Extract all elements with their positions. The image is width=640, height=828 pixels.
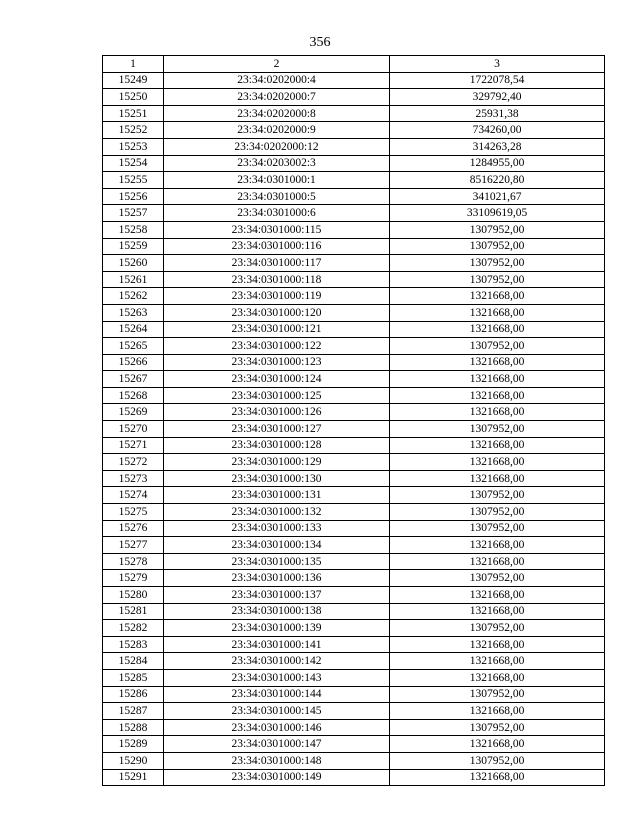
- header-col-1: 1: [103, 56, 164, 73]
- table-row: [103, 703, 605, 720]
- cadastral-number-cell: 23:34:0301000:123: [164, 354, 390, 371]
- table-row: [103, 470, 605, 487]
- table-row: [103, 719, 605, 736]
- table-row: [103, 520, 605, 537]
- value-cell: 1321668,00: [390, 321, 605, 338]
- value-cell: 1321668,00: [390, 437, 605, 454]
- table-row: [103, 537, 605, 554]
- table-row: [103, 321, 605, 338]
- table-row: [103, 504, 605, 521]
- table-row: [103, 437, 605, 454]
- value-cell: 1321668,00: [390, 603, 605, 620]
- cadastral-number-cell: 23:34:0301000:5: [164, 188, 390, 205]
- row-number-cell: 15279: [103, 570, 164, 587]
- row-number-cell: 15252: [103, 122, 164, 139]
- table-row: [103, 371, 605, 388]
- row-number-cell: 15289: [103, 736, 164, 753]
- table-row: [103, 769, 605, 786]
- row-number-cell: 15260: [103, 255, 164, 272]
- value-cell: 1321668,00: [390, 304, 605, 321]
- row-number-cell: 15268: [103, 387, 164, 404]
- value-cell: 1321668,00: [390, 387, 605, 404]
- cadastral-number-cell: 23:34:0301000:137: [164, 587, 390, 604]
- table-row: [103, 686, 605, 703]
- value-cell: 1307952,00: [390, 620, 605, 637]
- table-row: [103, 387, 605, 404]
- table-row: [103, 338, 605, 355]
- row-number-cell: 15276: [103, 520, 164, 537]
- row-number-cell: 15273: [103, 470, 164, 487]
- value-cell: 1307952,00: [390, 570, 605, 587]
- cadastral-number-cell: 23:34:0301000:149: [164, 769, 390, 786]
- row-number-cell: 15262: [103, 288, 164, 305]
- cadastral-number-cell: 23:34:0202000:8: [164, 105, 390, 122]
- cadastral-number-cell: 23:34:0301000:142: [164, 653, 390, 670]
- cadastral-number-cell: 23:34:0301000:121: [164, 321, 390, 338]
- table-row: [103, 354, 605, 371]
- row-number-cell: 15271: [103, 437, 164, 454]
- cadastral-number-cell: 23:34:0301000:143: [164, 669, 390, 686]
- table-row: [103, 404, 605, 421]
- table-header-row: [103, 56, 605, 73]
- value-cell: 1321668,00: [390, 669, 605, 686]
- cadastral-number-cell: 23:34:0202000:9: [164, 122, 390, 139]
- row-number-cell: 15267: [103, 371, 164, 388]
- value-cell: 1307952,00: [390, 421, 605, 438]
- row-number-cell: 15286: [103, 686, 164, 703]
- row-number-cell: 15290: [103, 752, 164, 769]
- cadastral-number-cell: 23:34:0301000:131: [164, 487, 390, 504]
- value-cell: 1307952,00: [390, 752, 605, 769]
- value-cell: 1307952,00: [390, 255, 605, 272]
- cadastral-number-cell: 23:34:0301000:6: [164, 205, 390, 222]
- cadastral-number-cell: 23:34:0301000:116: [164, 238, 390, 255]
- row-number-cell: 15253: [103, 138, 164, 155]
- cadastral-number-cell: 23:34:0301000:136: [164, 570, 390, 587]
- cadastral-number-cell: 23:34:0301000:130: [164, 470, 390, 487]
- table-row: [103, 122, 605, 139]
- table-row: [103, 553, 605, 570]
- value-cell: 341021,67: [390, 188, 605, 205]
- cadastral-number-cell: 23:34:0301000:147: [164, 736, 390, 753]
- cadastral-number-cell: 23:34:0301000:119: [164, 288, 390, 305]
- value-cell: 1321668,00: [390, 288, 605, 305]
- row-number-cell: 15254: [103, 155, 164, 172]
- value-cell: 1321668,00: [390, 371, 605, 388]
- header-col-3: 3: [390, 56, 605, 73]
- table-row: [103, 155, 605, 172]
- row-number-cell: 15269: [103, 404, 164, 421]
- row-number-cell: 15272: [103, 454, 164, 471]
- value-cell: 8516220,80: [390, 172, 605, 189]
- value-cell: 1321668,00: [390, 703, 605, 720]
- value-cell: 1307952,00: [390, 520, 605, 537]
- row-number-cell: 15280: [103, 587, 164, 604]
- cadastral-number-cell: 23:34:0301000:127: [164, 421, 390, 438]
- value-cell: 329792,40: [390, 89, 605, 106]
- row-number-cell: 15278: [103, 553, 164, 570]
- table-row: [103, 736, 605, 753]
- row-number-cell: 15282: [103, 620, 164, 637]
- row-number-cell: 15249: [103, 72, 164, 89]
- header-col-2: 2: [164, 56, 390, 73]
- cadastral-number-cell: 23:34:0301000:132: [164, 504, 390, 521]
- cadastral-number-cell: 23:34:0301000:138: [164, 603, 390, 620]
- row-number-cell: 15285: [103, 669, 164, 686]
- row-number-cell: 15287: [103, 703, 164, 720]
- value-cell: 1307952,00: [390, 504, 605, 521]
- cadastral-number-cell: 23:34:0301000:129: [164, 454, 390, 471]
- value-cell: 1307952,00: [390, 719, 605, 736]
- row-number-cell: 15251: [103, 105, 164, 122]
- cadastral-number-cell: 23:34:0301000:126: [164, 404, 390, 421]
- table-row: [103, 669, 605, 686]
- table-body: [103, 72, 605, 786]
- value-cell: 1307952,00: [390, 338, 605, 355]
- table-row: [103, 636, 605, 653]
- cadastral-number-cell: 23:34:0202000:7: [164, 89, 390, 106]
- cadastral-number-cell: 23:34:0301000:139: [164, 620, 390, 637]
- row-number-cell: 15255: [103, 172, 164, 189]
- cadastral-number-cell: 23:34:0301000:125: [164, 387, 390, 404]
- cadastral-number-cell: 23:34:0301000:122: [164, 338, 390, 355]
- table-row: [103, 620, 605, 637]
- row-number-cell: 15275: [103, 504, 164, 521]
- table-row: [103, 304, 605, 321]
- value-cell: 1321668,00: [390, 537, 605, 554]
- cadastral-number-cell: 23:34:0301000:1: [164, 172, 390, 189]
- cadastral-number-cell: 23:34:0301000:124: [164, 371, 390, 388]
- value-cell: 1321668,00: [390, 636, 605, 653]
- row-number-cell: 15283: [103, 636, 164, 653]
- row-number-cell: 15266: [103, 354, 164, 371]
- value-cell: 1307952,00: [390, 221, 605, 238]
- table-row: [103, 288, 605, 305]
- table-row: [103, 255, 605, 272]
- cadastral-number-cell: 23:34:0301000:133: [164, 520, 390, 537]
- value-cell: 1307952,00: [390, 238, 605, 255]
- row-number-cell: 15250: [103, 89, 164, 106]
- row-number-cell: 15291: [103, 769, 164, 786]
- table-row: [103, 454, 605, 471]
- cadastral-number-cell: 23:34:0301000:134: [164, 537, 390, 554]
- value-cell: 1284955,00: [390, 155, 605, 172]
- table-row: [103, 105, 605, 122]
- cadastral-number-cell: 23:34:0202000:12: [164, 138, 390, 155]
- row-number-cell: 15284: [103, 653, 164, 670]
- value-cell: 1321668,00: [390, 587, 605, 604]
- cadastral-number-cell: 23:34:0301000:141: [164, 636, 390, 653]
- value-cell: 1321668,00: [390, 736, 605, 753]
- table-row: [103, 752, 605, 769]
- table-row: [103, 72, 605, 89]
- value-cell: 33109619,05: [390, 205, 605, 222]
- cadastral-number-cell: 23:34:0301000:120: [164, 304, 390, 321]
- table-row: [103, 271, 605, 288]
- value-cell: 1321668,00: [390, 354, 605, 371]
- row-number-cell: 15264: [103, 321, 164, 338]
- cadastral-number-cell: 23:34:0301000:144: [164, 686, 390, 703]
- table-row: [103, 188, 605, 205]
- table-row: [103, 205, 605, 222]
- table-row: [103, 570, 605, 587]
- row-number-cell: 15281: [103, 603, 164, 620]
- value-cell: 734260,00: [390, 122, 605, 139]
- value-cell: 25931,38: [390, 105, 605, 122]
- cadastral-number-cell: 23:34:0203002:3: [164, 155, 390, 172]
- row-number-cell: 15288: [103, 719, 164, 736]
- table-row: [103, 587, 605, 604]
- value-cell: 1321668,00: [390, 653, 605, 670]
- value-cell: 1321668,00: [390, 769, 605, 786]
- table-row: [103, 421, 605, 438]
- row-number-cell: 15277: [103, 537, 164, 554]
- value-cell: 314263,28: [390, 138, 605, 155]
- cadastral-number-cell: 23:34:0301000:135: [164, 553, 390, 570]
- table-row: [103, 238, 605, 255]
- cadastral-number-cell: 23:34:0301000:115: [164, 221, 390, 238]
- value-cell: 1321668,00: [390, 470, 605, 487]
- value-cell: 1307952,00: [390, 686, 605, 703]
- row-number-cell: 15263: [103, 304, 164, 321]
- row-number-cell: 15259: [103, 238, 164, 255]
- row-number-cell: 15274: [103, 487, 164, 504]
- table-row: [103, 89, 605, 106]
- table-row: [103, 172, 605, 189]
- data-table: [102, 55, 605, 786]
- table-row: [103, 603, 605, 620]
- table-row: [103, 221, 605, 238]
- cadastral-number-cell: 23:34:0301000:145: [164, 703, 390, 720]
- table-row: [103, 487, 605, 504]
- cadastral-number-cell: 23:34:0301000:148: [164, 752, 390, 769]
- value-cell: 1321668,00: [390, 404, 605, 421]
- page-number: 356: [309, 35, 331, 50]
- row-number-cell: 15265: [103, 338, 164, 355]
- row-number-cell: 15258: [103, 221, 164, 238]
- cadastral-number-cell: 23:34:0301000:128: [164, 437, 390, 454]
- value-cell: 1307952,00: [390, 271, 605, 288]
- table-row: [103, 653, 605, 670]
- row-number-cell: 15256: [103, 188, 164, 205]
- value-cell: 1722078,54: [390, 72, 605, 89]
- value-cell: 1321668,00: [390, 553, 605, 570]
- cadastral-number-cell: 23:34:0301000:146: [164, 719, 390, 736]
- row-number-cell: 15257: [103, 205, 164, 222]
- row-number-cell: 15261: [103, 271, 164, 288]
- table-row: [103, 138, 605, 155]
- row-number-cell: 15270: [103, 421, 164, 438]
- cadastral-number-cell: 23:34:0301000:118: [164, 271, 390, 288]
- value-cell: 1307952,00: [390, 487, 605, 504]
- cadastral-number-cell: 23:34:0301000:117: [164, 255, 390, 272]
- cadastral-number-cell: 23:34:0202000:4: [164, 72, 390, 89]
- value-cell: 1321668,00: [390, 454, 605, 471]
